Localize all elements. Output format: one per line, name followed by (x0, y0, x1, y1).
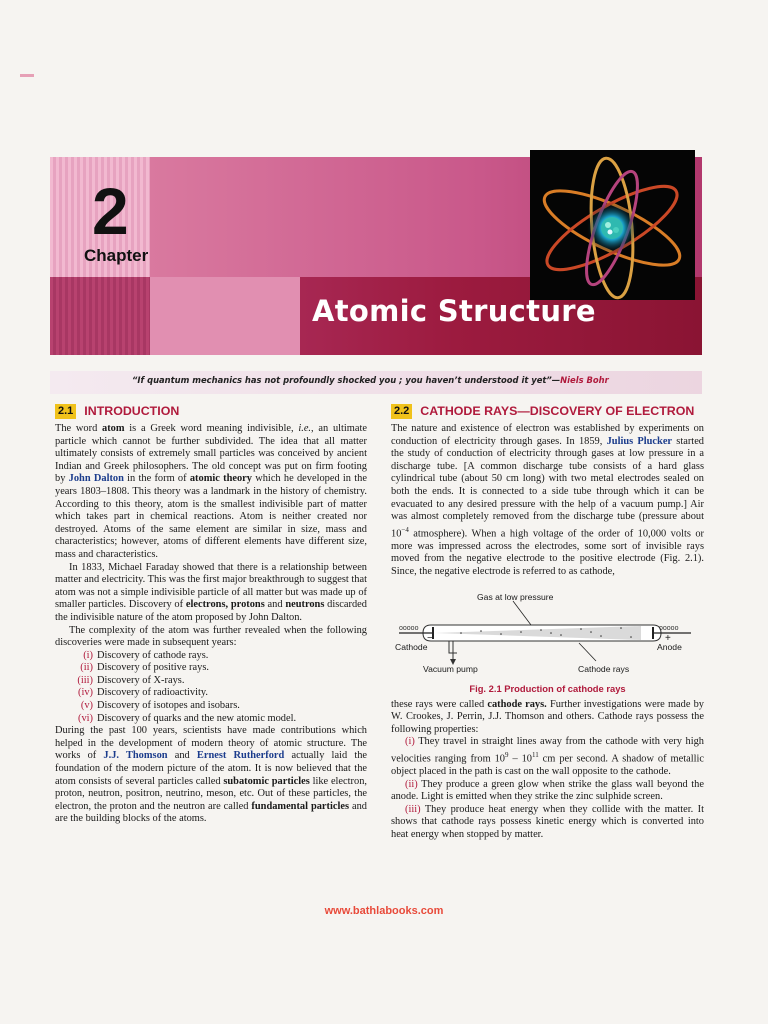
epigraph-quote: “If quantum mechanics has not profoundly shocked you ; you haven’t understood it yet”—Niels Bohr (132, 375, 609, 385)
list-item: (vi) Discovery of quarks and the new atomic model. (77, 712, 297, 724)
label-vacuum-pump: Vacuum pump (423, 663, 478, 674)
svg-text:ooooo: ooooo (659, 624, 679, 632)
property-1: (i) They travel in straight lines away from the cathode with very high velocities ranging from $10^9 - 10^{11}$ cm per second. A shadow of metallic object placed in the path is cast on the wall opposite to the cathode. (391, 736, 704, 778)
paragraph: The nature and existence of electron was established by experiments on conduction of electricity through gases. In 1859, Julius Plucker started the study of conduction of electricity through gases at low pressure in a discharge tube. [A common discharge tube consists of a hard glass cylindrical tube (about 50 cm long) with two metal electrodes sealed on both the ends. It is connected to a side tube through which it can be evacuated to any desired pressure with the help of a vacuum pump.] Air was almost completely removed from the discharge tube (pressure about $10^{-4}$ atmosphere). When a high voltage of the order of 10,000 volts or more was impressed across the electrodes, some sort of invisible rays moved from the negative electrode to the positive electrode (Fig. 2.1). Since, the negative electrode is referred to as cathode, (391, 423, 704, 577)
section-heading (391, 404, 704, 419)
label-plus: + (665, 632, 671, 644)
label-anode: Anode (657, 641, 682, 652)
section-title: CATHODE RAYS—DISCOVERY OF ELECTRON (420, 404, 695, 418)
label-gas: Gas at low pressure (477, 591, 554, 602)
section-title: INTRODUCTION (84, 404, 180, 418)
paragraph: During the past 100 years, scientists have made contributions which helped in the development of modern theory of atomic structure. The works of J.J. Thomson and Ernest Rutherford actually laid the foundation of the modern picture of the atom. It is now believed that the atom consists of several particles called subatomic particles like electron, proton, neutron, positron, neutrino, meson, etc. Out of these particles, the electron, the proton and the neutron are called fundamental particles and are the building blocks of the atoms. (55, 725, 368, 825)
right-column (391, 404, 704, 842)
chapter-title: Atomic Structure (312, 294, 596, 328)
section-number: 2.2 (391, 404, 412, 419)
link-john-dalton: John Dalton (68, 473, 124, 485)
label-minus: − (427, 632, 433, 644)
property-2: (ii) They produce a green glow when strike the glass wall beyond the anode. Light is emitted when they strike the zinc sulphide screen. (391, 778, 704, 803)
chapter-number: 2 (92, 174, 129, 248)
paragraph: The word atom is a Greek word meaning indivisible, i.e., an ultimate particle which cannot be further subdivided. The idea that all matter ultimately consists of extremely small particles was conceived by ancient Indian and Greek philosophers. The old concept was put on firm footing by John Dalton in the form of atomic theory which he developed in the years 1803–1808. This theory was a landmark in the history of chemistry. According to this theory, atom is the smallest indivisible part of matter which takes part in chemical reactions. Atom is neither created nor destroyed. Atoms of the same element are similar in size, mass and characteristics; however, atoms of different elements have different size, mass and characteristics. (55, 423, 367, 560)
figure-caption: Fig. 2.1 Production of cathode rays (469, 682, 626, 694)
list-item: (i) Discovery of cathode rays. (83, 649, 209, 661)
paragraph: The complexity of the atom was further revealed when the following discoveries were made in subsequent years: (55, 624, 367, 649)
section-number: 2.1 (55, 404, 76, 419)
svg-text:ooooo: ooooo (399, 624, 419, 632)
left-column (55, 404, 367, 826)
section-heading (55, 404, 367, 419)
discoveries-list (55, 650, 367, 726)
list-item: (v) Discovery of isotopes and isobars. (80, 700, 240, 712)
paragraph: In 1833, Michael Faraday showed that there is a relationship between matter and electricity. This was the first major breakthrough to suggest that atom was not a simple indivisible particle of all matter but was made up of smaller particles. Discovery of electrons, protons and neutrons discarded the indivisible nature of the atom proposed by John Dalton. (55, 561, 367, 623)
chapter-label: Chapter (84, 246, 149, 265)
label-cathode: Cathode (395, 641, 428, 652)
footer-url[interactable]: www.bathlabooks.com (324, 905, 444, 917)
list-item: (iii) Discovery of X-rays. (77, 674, 185, 686)
scan-mark (20, 74, 34, 77)
quote-author: Niels Bohr (560, 375, 609, 385)
property-3: (iii) They produce heat energy when they collide with the matter. It shows that cathode rays possess kinetic energy which is converted into heat energy when stopped by matter. (391, 803, 704, 840)
list-item: (iv) Discovery of radioactivity. (77, 687, 208, 699)
list-item: (ii) Discovery of positive rays. (80, 662, 209, 674)
discharge-tube-figure (391, 581, 704, 699)
atom-illustration (530, 150, 695, 300)
paragraph: these rays were called cathode rays. Further investigations were made by W. Crookes, J. Perrin, J.J. Thomson and others. Cathode rays possess the following properties: (391, 698, 705, 735)
label-cathode-rays: Cathode rays (578, 663, 630, 674)
